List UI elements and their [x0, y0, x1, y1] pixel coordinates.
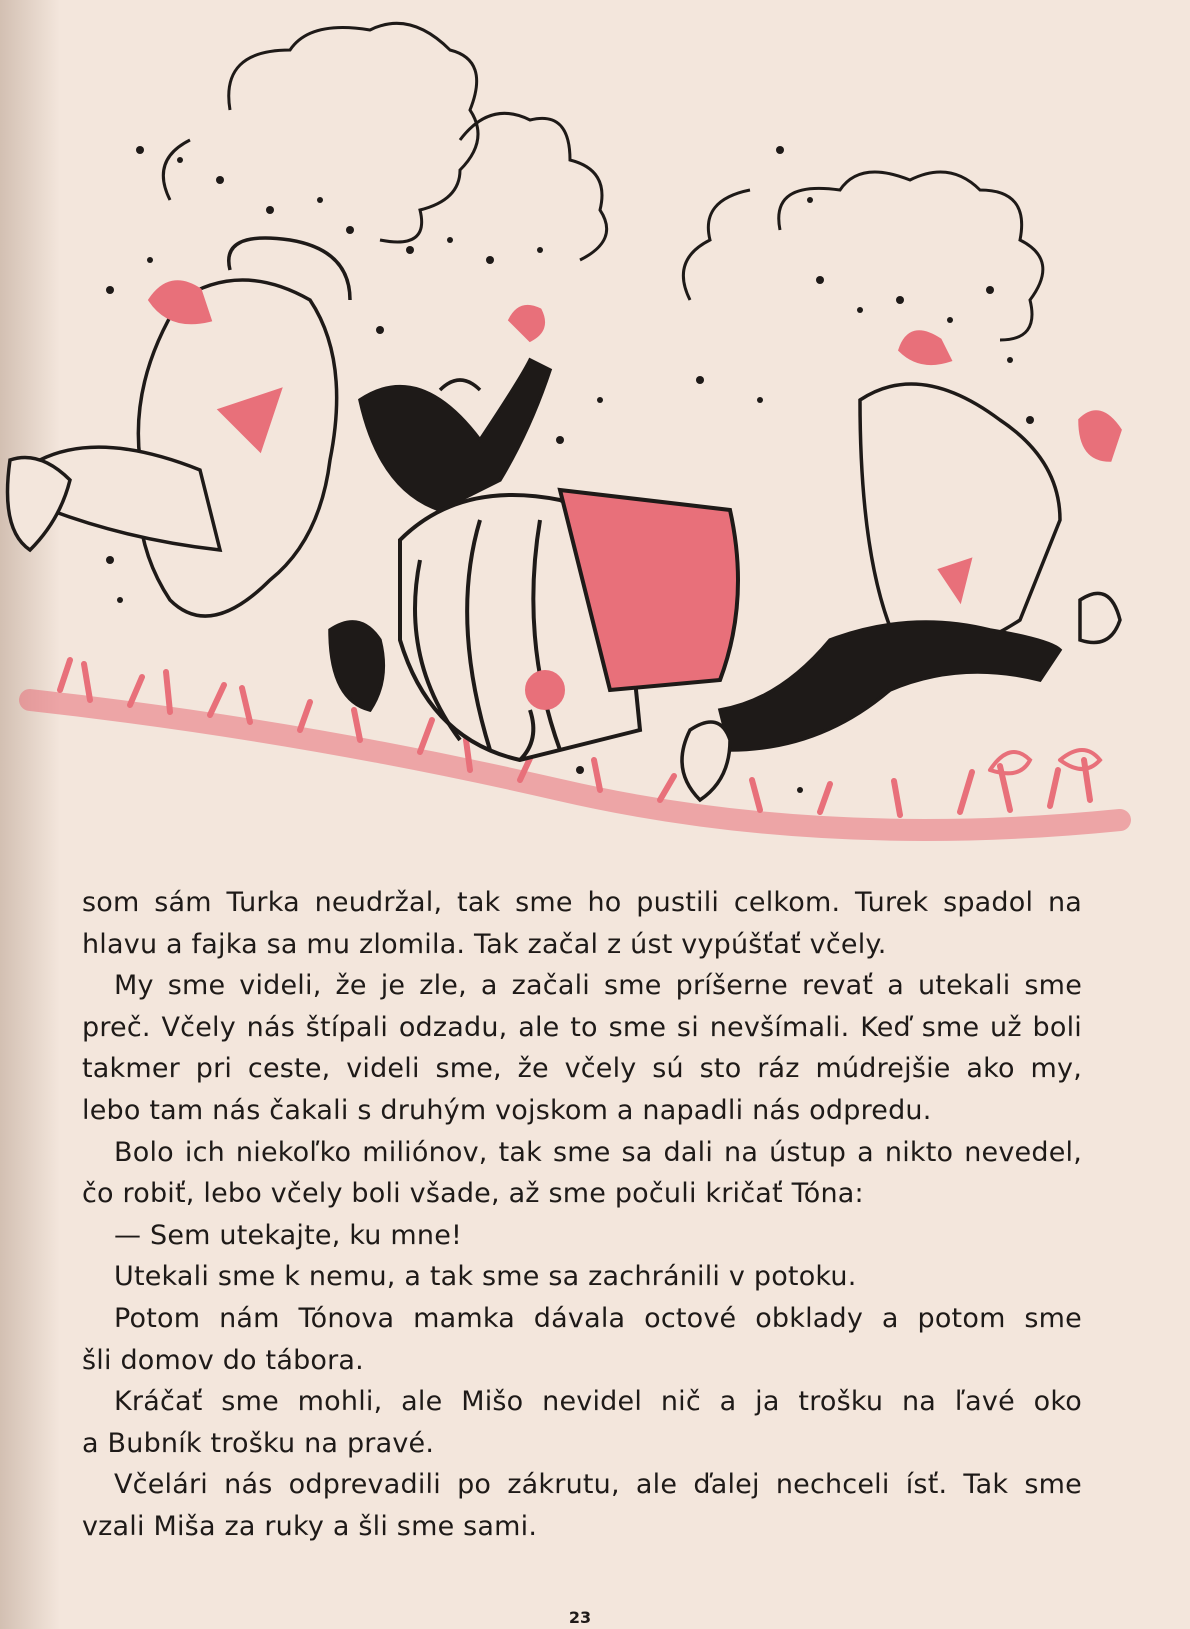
text-line: Kráčať sme mohli, ale Mišo nevidel nič a ja trošku na ľavé oko	[114, 1386, 1082, 1418]
text-line: Bolo ich niekoľko miliónov, tak sme sa dali na ústup a nikto nevedel,	[114, 1136, 1082, 1168]
story-text	[82, 882, 1082, 1548]
text-line: čo robiť, lebo včely boli všade, až sme počuli kričať Tóna:	[82, 1178, 864, 1210]
text-line: som sám Turka neudržal, tak sme ho pustili celkom. Turek spadol na	[82, 887, 1082, 918]
text-line: preč. Včely nás štípali odzadu, ale to sme si nevšímali. Keď sme už boli	[82, 1011, 1082, 1043]
text-line: Potom nám Tónova mamka dávala octové obklady a potom sme	[114, 1302, 1082, 1334]
boy-middle	[360, 307, 550, 510]
boy-right	[682, 332, 1120, 800]
text-line: lebo tam nás čakali s druhým vojskom a napadli nás odpredu.	[82, 1094, 932, 1126]
text-line: My sme videli, že je zle, a začali sme príšerne revať a utekali sme	[114, 970, 1082, 1002]
text-line: Včelári nás odprevadili po zákrutu, ale ďalej nechceli ísť. Tak sme	[114, 1469, 1082, 1501]
text-line: vzali Miša za ruky a šli sme sami.	[82, 1510, 538, 1542]
text-line: takmer pri ceste, videli sme, že včely sú sto ráz múdrejšie ako my,	[82, 1053, 1082, 1085]
page-number: 23	[568, 1608, 592, 1627]
text-line: hlavu a fajka sa mu zlomila. Tak začal z úst vypúšťať včely.	[82, 928, 887, 960]
boy-left	[8, 238, 384, 710]
text-line: Utekali sme k nemu, a tak sme sa zachránili v potoku.	[114, 1261, 857, 1293]
barrel	[400, 490, 738, 760]
text-line: a Bubník trošku na pravé.	[82, 1427, 435, 1459]
text-line: — Sem utekajte, ku mne!	[114, 1219, 463, 1251]
text-line: šli domov do tábora.	[82, 1344, 364, 1376]
